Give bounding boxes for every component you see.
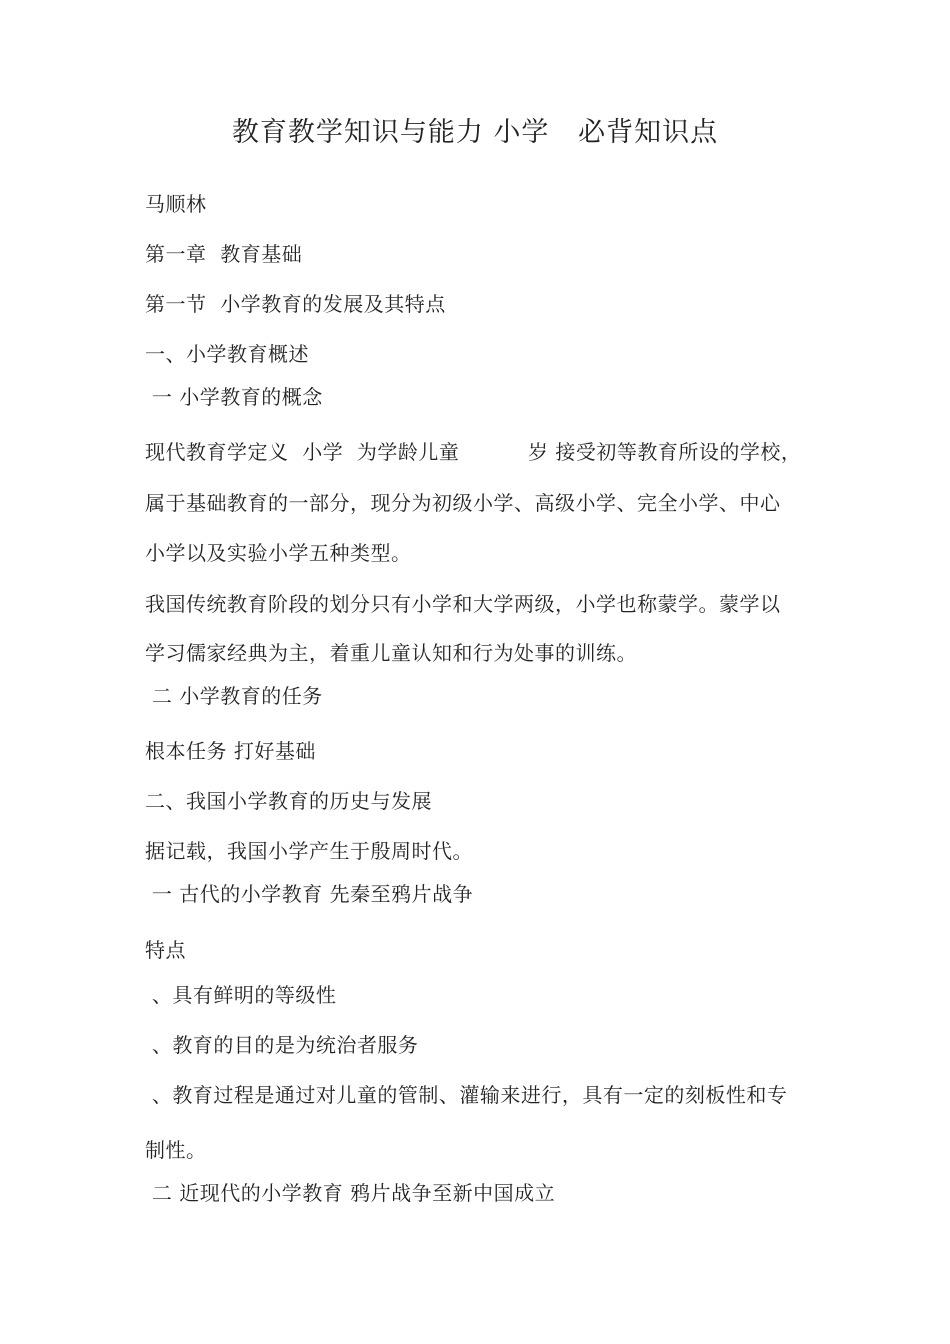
subheading: 二 小学教育的任务: [145, 684, 323, 708]
subheading: 二、我国小学教育的历史与发展: [145, 789, 432, 813]
paragraph-line: 据记载，我国小学产生于殷周时代。: [145, 839, 473, 863]
list-item: 、教育的目的是为统治者服务: [145, 1033, 419, 1057]
paragraph-line: 现代教育学定义 小学 为学龄儿童 岁 接受初等教育所设的学校，: [145, 440, 802, 464]
list-item: 、教育过程是通过对儿童的管制、灌输来进行，具有一定的刻板性和专: [145, 1083, 788, 1107]
list-item: 、具有鲜明的等级性: [145, 983, 337, 1007]
paragraph-line: 根本任务 打好基础: [145, 739, 316, 763]
author-name: 马顺林: [145, 192, 207, 216]
page-title: 教育教学知识与能力 小学 必背知识点: [231, 117, 719, 148]
subheading: 一、小学教育概述: [145, 342, 309, 366]
paragraph-line: 属于基础教育的一部分，现分为初级小学、高级小学、完全小学、中心: [145, 491, 781, 515]
paragraph-line: 特点: [145, 938, 186, 962]
paragraph-line: 制性。: [145, 1138, 207, 1162]
subheading: 一 小学教育的概念: [145, 385, 323, 409]
paragraph-line: 我国传统教育阶段的划分只有小学和大学两级，小学也称蒙学。蒙学以: [145, 592, 781, 616]
subheading: 二 近现代的小学教育 鸦片战争至新中国成立: [145, 1181, 556, 1205]
section-heading: 第一节 小学教育的发展及其特点: [145, 292, 446, 316]
paragraph-line: 小学以及实验小学五种类型。: [145, 541, 412, 565]
chapter-heading: 第一章 教育基础: [145, 242, 303, 266]
subheading: 一 古代的小学教育 先秦至鸦片战争: [145, 882, 474, 906]
paragraph-line: 学习儒家经典为主，着重儿童认知和行为处事的训练。: [145, 641, 637, 665]
